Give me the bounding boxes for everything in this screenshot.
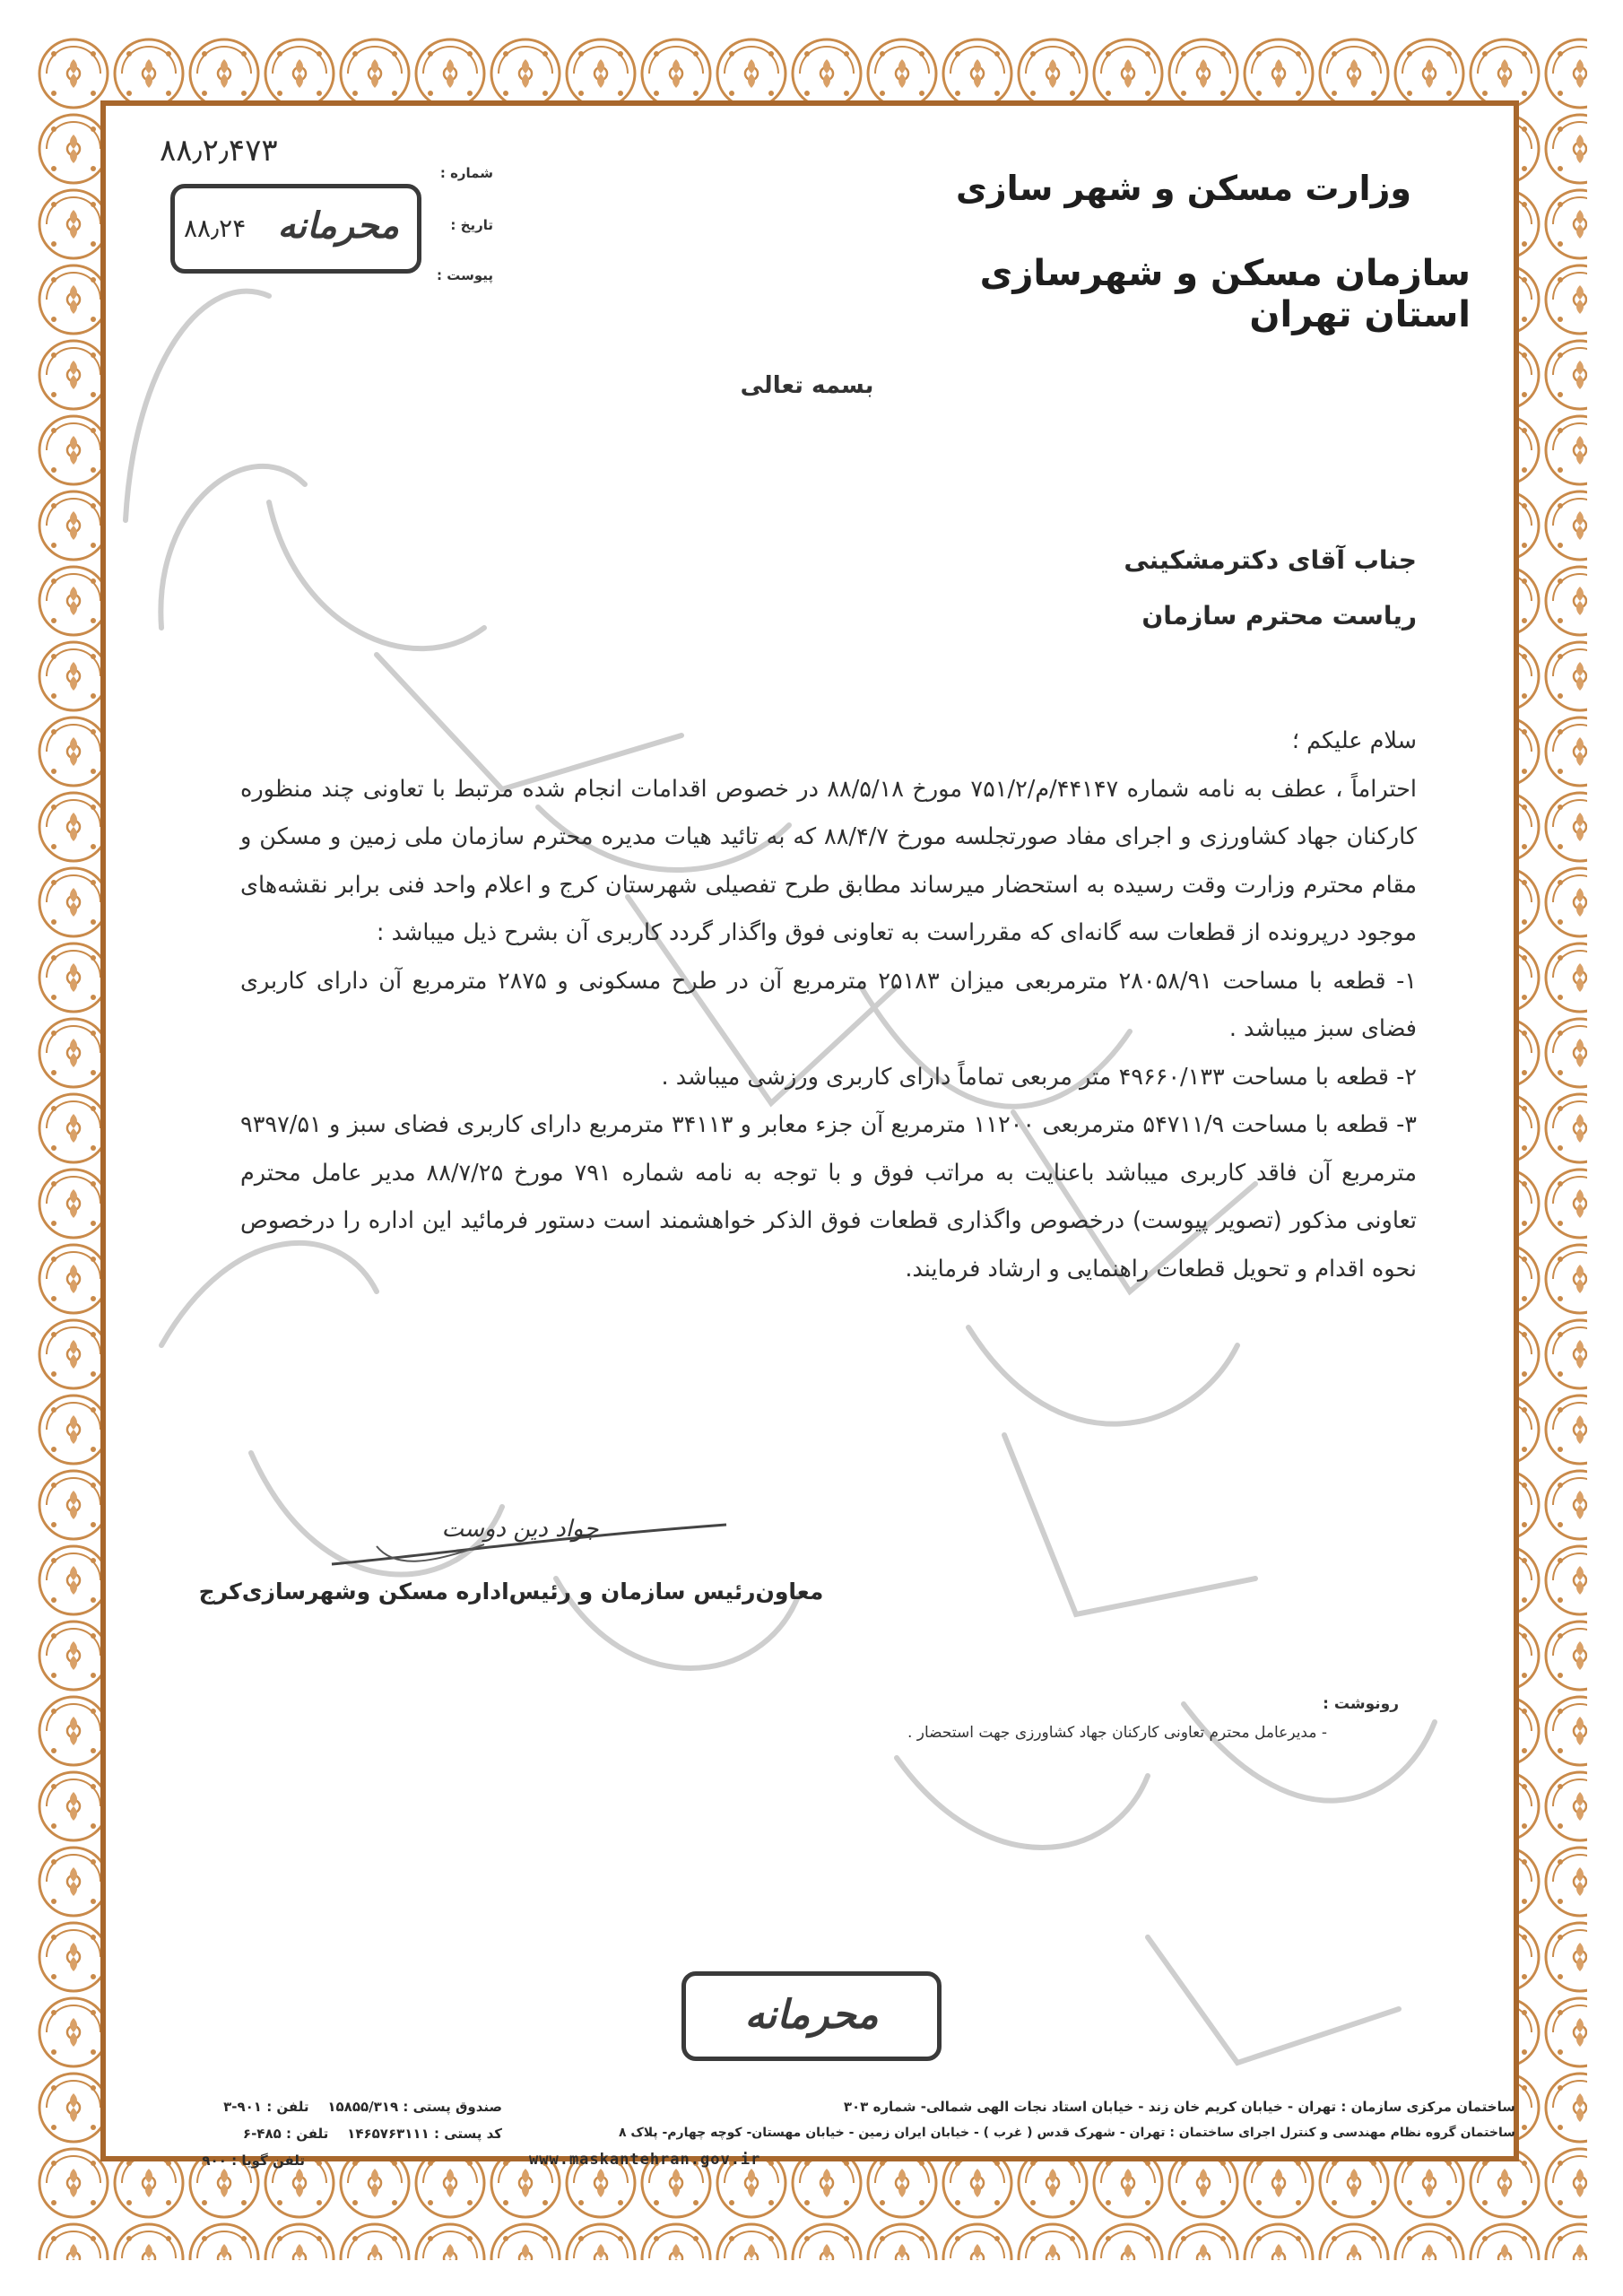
voice-phone-value: ۹۰۰ <box>202 2152 227 2169</box>
footer-contact-row-2 <box>126 2126 502 2142</box>
po-box-label: صندوق پستی : <box>403 2099 502 2115</box>
handwritten-letter-number: ۸۸٫۲٫۴۷۳ <box>160 133 278 169</box>
footer-contact-row-1 <box>126 2099 502 2115</box>
postal-code-value: ۱۴۶۵۷۶۳۱۱۱ <box>347 2126 430 2142</box>
plot-item-3: ۳- قطعه با مساحت ۵۴۷۱۱/۹ مترمربعی ۱۱۲۰۰ مترمربع آن جزء معابر و ۳۴۱۱۳ مترمربع دارای کاربری فضای سبز و ۹۳۹۷/۵۱ مترمربع آن فاقد کاربری میباشد باعنایت به مراتب فوق و با توجه به نامه شماره ۷۹۱ مورخ ۸۸/۷/۲۵ مدیر عامل محترم تعاونی مذکور (تصویر پیوست) درخصوص واگذاری قطعات فوق الذکر خواهشمند است دستور فرمائید این اداره را درخصوص نحوه اقدام و تحویل قطعات راهنمایی و ارشاد فرمایند. <box>240 1111 1417 1283</box>
footer-website[interactable]: www.maskantehran.gov.ir <box>529 2151 761 2169</box>
stamp-text: محرمانه <box>277 204 399 247</box>
addressee-name: جناب آقای دکترمشکینی <box>1124 545 1417 575</box>
greeting: سلام علیکم ؛ <box>1291 727 1417 754</box>
confidential-stamp-bottom <box>681 1971 942 2061</box>
phone-value-2: ۴۸۵-۶ <box>242 2126 282 2142</box>
organization-title: سازمان مسکن و شهرسازی استان تهران <box>979 253 1471 335</box>
cc-item: - مدیرعامل محترم تعاونی کارکنان جهاد کشاورزی جهت استحضار . <box>907 1724 1327 1742</box>
cc-label: رونوشت : <box>1323 1695 1399 1713</box>
letter-body <box>240 718 1417 1293</box>
phone-label-2: تلفن : <box>286 2126 329 2142</box>
phone-label-1: تلفن : <box>266 2099 309 2115</box>
bismillah-heading: بسمه تعالی <box>740 372 874 399</box>
intro-paragraph: احتراماً ، عطف به نامه شماره ۴۴۱۴۷/م/۷۵۱/۲ مورخ ۸۸/۵/۱۸ در خصوص اقدامات انجام شده مرتبط با تعاونی چند منظوره کارکنان جهاد کشاورزی و اجرای مفاد صورتجلسه مورخ ۸۸/۴/۷ که به تائید هیات مدیره محترم سازمان ملی زمین و مسکن و مقام محترم وزارت وقت رسیده به استحضار میرساند مطابق طرح تفصیلی شهرستان کرج و اعلام واحد فنی برابر نقشه‌های موجود درپرونده از قطعات سه گانه‌ای که مقرراست به تعاونی فوق واگذار گردد کاربری آن بشرح ذیل میباشد : <box>240 775 1417 946</box>
po-box-value: ۱۵۸۵۵/۳۱۹ <box>327 2099 399 2115</box>
signatory-name: جواد دین دوست <box>441 1516 599 1543</box>
signature <box>386 1516 655 1543</box>
footer-contact-row-3 <box>126 2152 305 2169</box>
ministry-title: وزارت مسکن و شهر سازی <box>955 169 1412 208</box>
date-label: تاریخ : <box>450 217 493 233</box>
number-label: شماره : <box>439 165 493 181</box>
footer-address-engineering: ساختمان گروه نظام مهندسی و کنترل اجرای ساختمان : تهران - شهرک قدس ( غرب ) - خیابان ایران زمین - خیابان مهستان- کوچه چهارم- پلاک ۸ <box>618 2126 1515 2140</box>
footer-address-central: ساختمان مرکزی سازمان : تهران - خیابان کریم خان زند - خیابان استاد نجات الهی شمالی- شماره ۳۰۳ <box>843 2099 1515 2115</box>
signatory-role: معاون‌رئیس سازمان و رئیس‌اداره مسکن وشهرسازی‌کرج <box>198 1578 824 1605</box>
postal-code-label: کد پستی : <box>433 2126 502 2142</box>
stamp-handwritten-date: ۸۸٫۲۴ <box>184 213 247 243</box>
confidential-stamp-top <box>170 184 421 274</box>
plot-item-2: ۲- قطعه با مساحت ۴۹۶۶۰/۱۳۳ متر مربعی تماماً دارای کاربری ورزشی میباشد . <box>661 1063 1417 1091</box>
addressee-title: ریاست محترم سازمان <box>1141 601 1417 631</box>
phone-value-1: ۹۰۱-۳ <box>223 2099 262 2115</box>
attachment-label: پیوست : <box>436 267 493 283</box>
voice-phone-label: تلفن گویا : <box>231 2152 305 2169</box>
plot-item-1: ۱- قطعه با مساحت ۲۸۰۵۸/۹۱ مترمربعی میزان ۲۵۱۸۳ مترمربع آن در طرح مسکونی و ۲۸۷۵ مترمربع آن دارای کاربری فضای سبز میباشد . <box>240 967 1417 1042</box>
bottom-stamp-text: محرمانه <box>744 1992 879 2038</box>
